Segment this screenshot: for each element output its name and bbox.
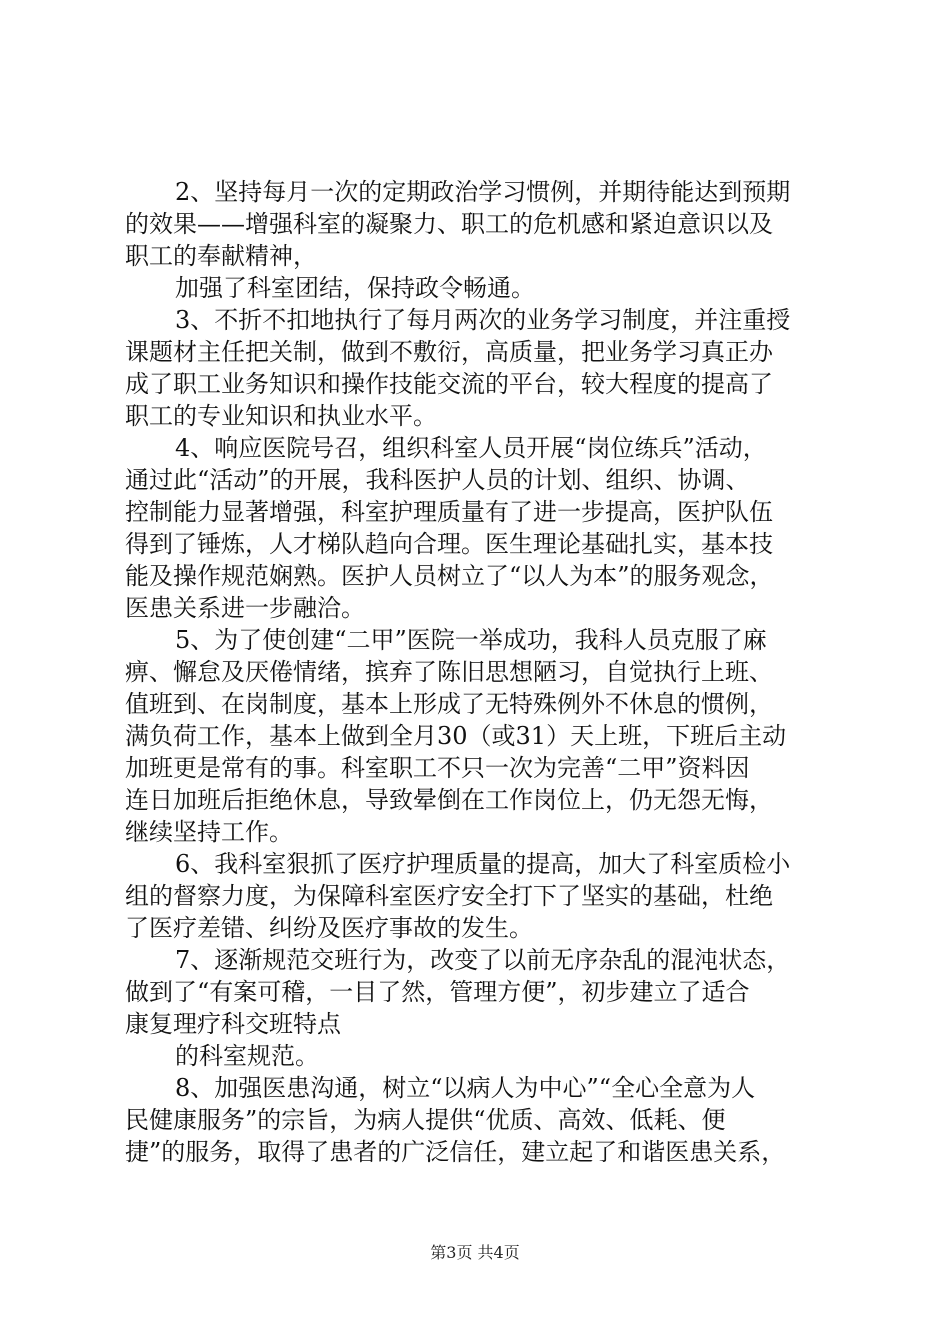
text-line: 加班更是常有的事。科室职工不只一次为完善“二甲”资料因	[125, 754, 750, 782]
text-line: 医患关系进一步融洽。	[125, 594, 365, 622]
text-line: 连日加班后拒绝休息，导致晕倒在工作岗位上，仍无怨无悔，	[125, 786, 773, 814]
text-line: 康复理疗科交班特点	[125, 1010, 341, 1038]
text-line: 3、不折不扣地执行了每月两次的业务学习制度，并注重授	[175, 306, 791, 334]
text-line: 加强了科室团结，保持政令畅通。	[175, 274, 535, 302]
text-line: 通过此“活动”的开展，我科医护人员的计划、组织、协调、	[125, 466, 750, 494]
text-line: 得到了锤炼，人才梯队趋向合理。医生理论基础扎实，基本技	[125, 530, 773, 558]
text-line: 民健康服务”的宗旨，为病人提供“优质、高效、低耗、便	[125, 1106, 726, 1134]
text-line: 的效果——增强科室的凝聚力、职工的危机感和紧迫意识以及	[125, 210, 773, 238]
text-line: 课题材主任把关制，做到不敷衍，高质量，把业务学习真正办	[125, 338, 773, 366]
text-line: 职工的专业知识和执业水平。	[125, 402, 437, 430]
text-line: 满负荷工作，基本上做到全月30（或31）天上班，下班后主动	[125, 722, 787, 750]
document-body	[125, 176, 840, 1168]
text-line: 职工的奉献精神，	[125, 242, 317, 270]
text-line: 5、为了使创建“二甲”医院一举成功，我科人员克服了麻	[175, 626, 767, 654]
text-line: 值班到、在岗制度，基本上形成了无特殊例外不休息的惯例，	[125, 690, 773, 718]
page-footer: 第3页 共4页	[430, 1243, 520, 1262]
text-line: 组的督察力度，为保障科室医疗安全打下了坚实的基础，杜绝	[125, 882, 773, 910]
text-line: 痹、懈怠及厌倦情绪，摈弃了陈旧思想陋习，自觉执行上班、	[125, 658, 773, 686]
text-line: 8、加强医患沟通，树立“以病人为中心”“全心全意为人	[175, 1074, 756, 1102]
text-line: 捷”的服务，取得了患者的广泛信任，建立起了和谐医患关系，	[125, 1138, 786, 1166]
text-line: 做到了“有案可稽，一目了然，管理方便”，初步建立了适合	[125, 978, 750, 1006]
text-line: 7、逐渐规范交班行为，改变了以前无序杂乱的混沌状态，	[175, 946, 791, 974]
text-line: 了医疗差错、纠纷及医疗事故的发生。	[125, 914, 533, 942]
text-line: 控制能力显著增强，科室护理质量有了进一步提高，医护队伍	[125, 498, 773, 526]
text-line: 能及操作规范娴熟。医护人员树立了“以人为本”的服务观念，	[125, 562, 774, 590]
text-line: 的科室规范。	[175, 1042, 319, 1070]
text-line: 继续坚持工作。	[125, 818, 293, 846]
text-line: 成了职工业务知识和操作技能交流的平台，较大程度的提高了	[125, 370, 773, 398]
text-line: 6、我科室狠抓了医疗护理质量的提高，加大了科室质检小	[175, 850, 791, 878]
text-line: 4、响应医院号召，组织科室人员开展“岗位练兵”活动，	[175, 434, 767, 462]
text-line: 2、坚持每月一次的定期政治学习惯例，并期待能达到预期	[175, 178, 791, 206]
